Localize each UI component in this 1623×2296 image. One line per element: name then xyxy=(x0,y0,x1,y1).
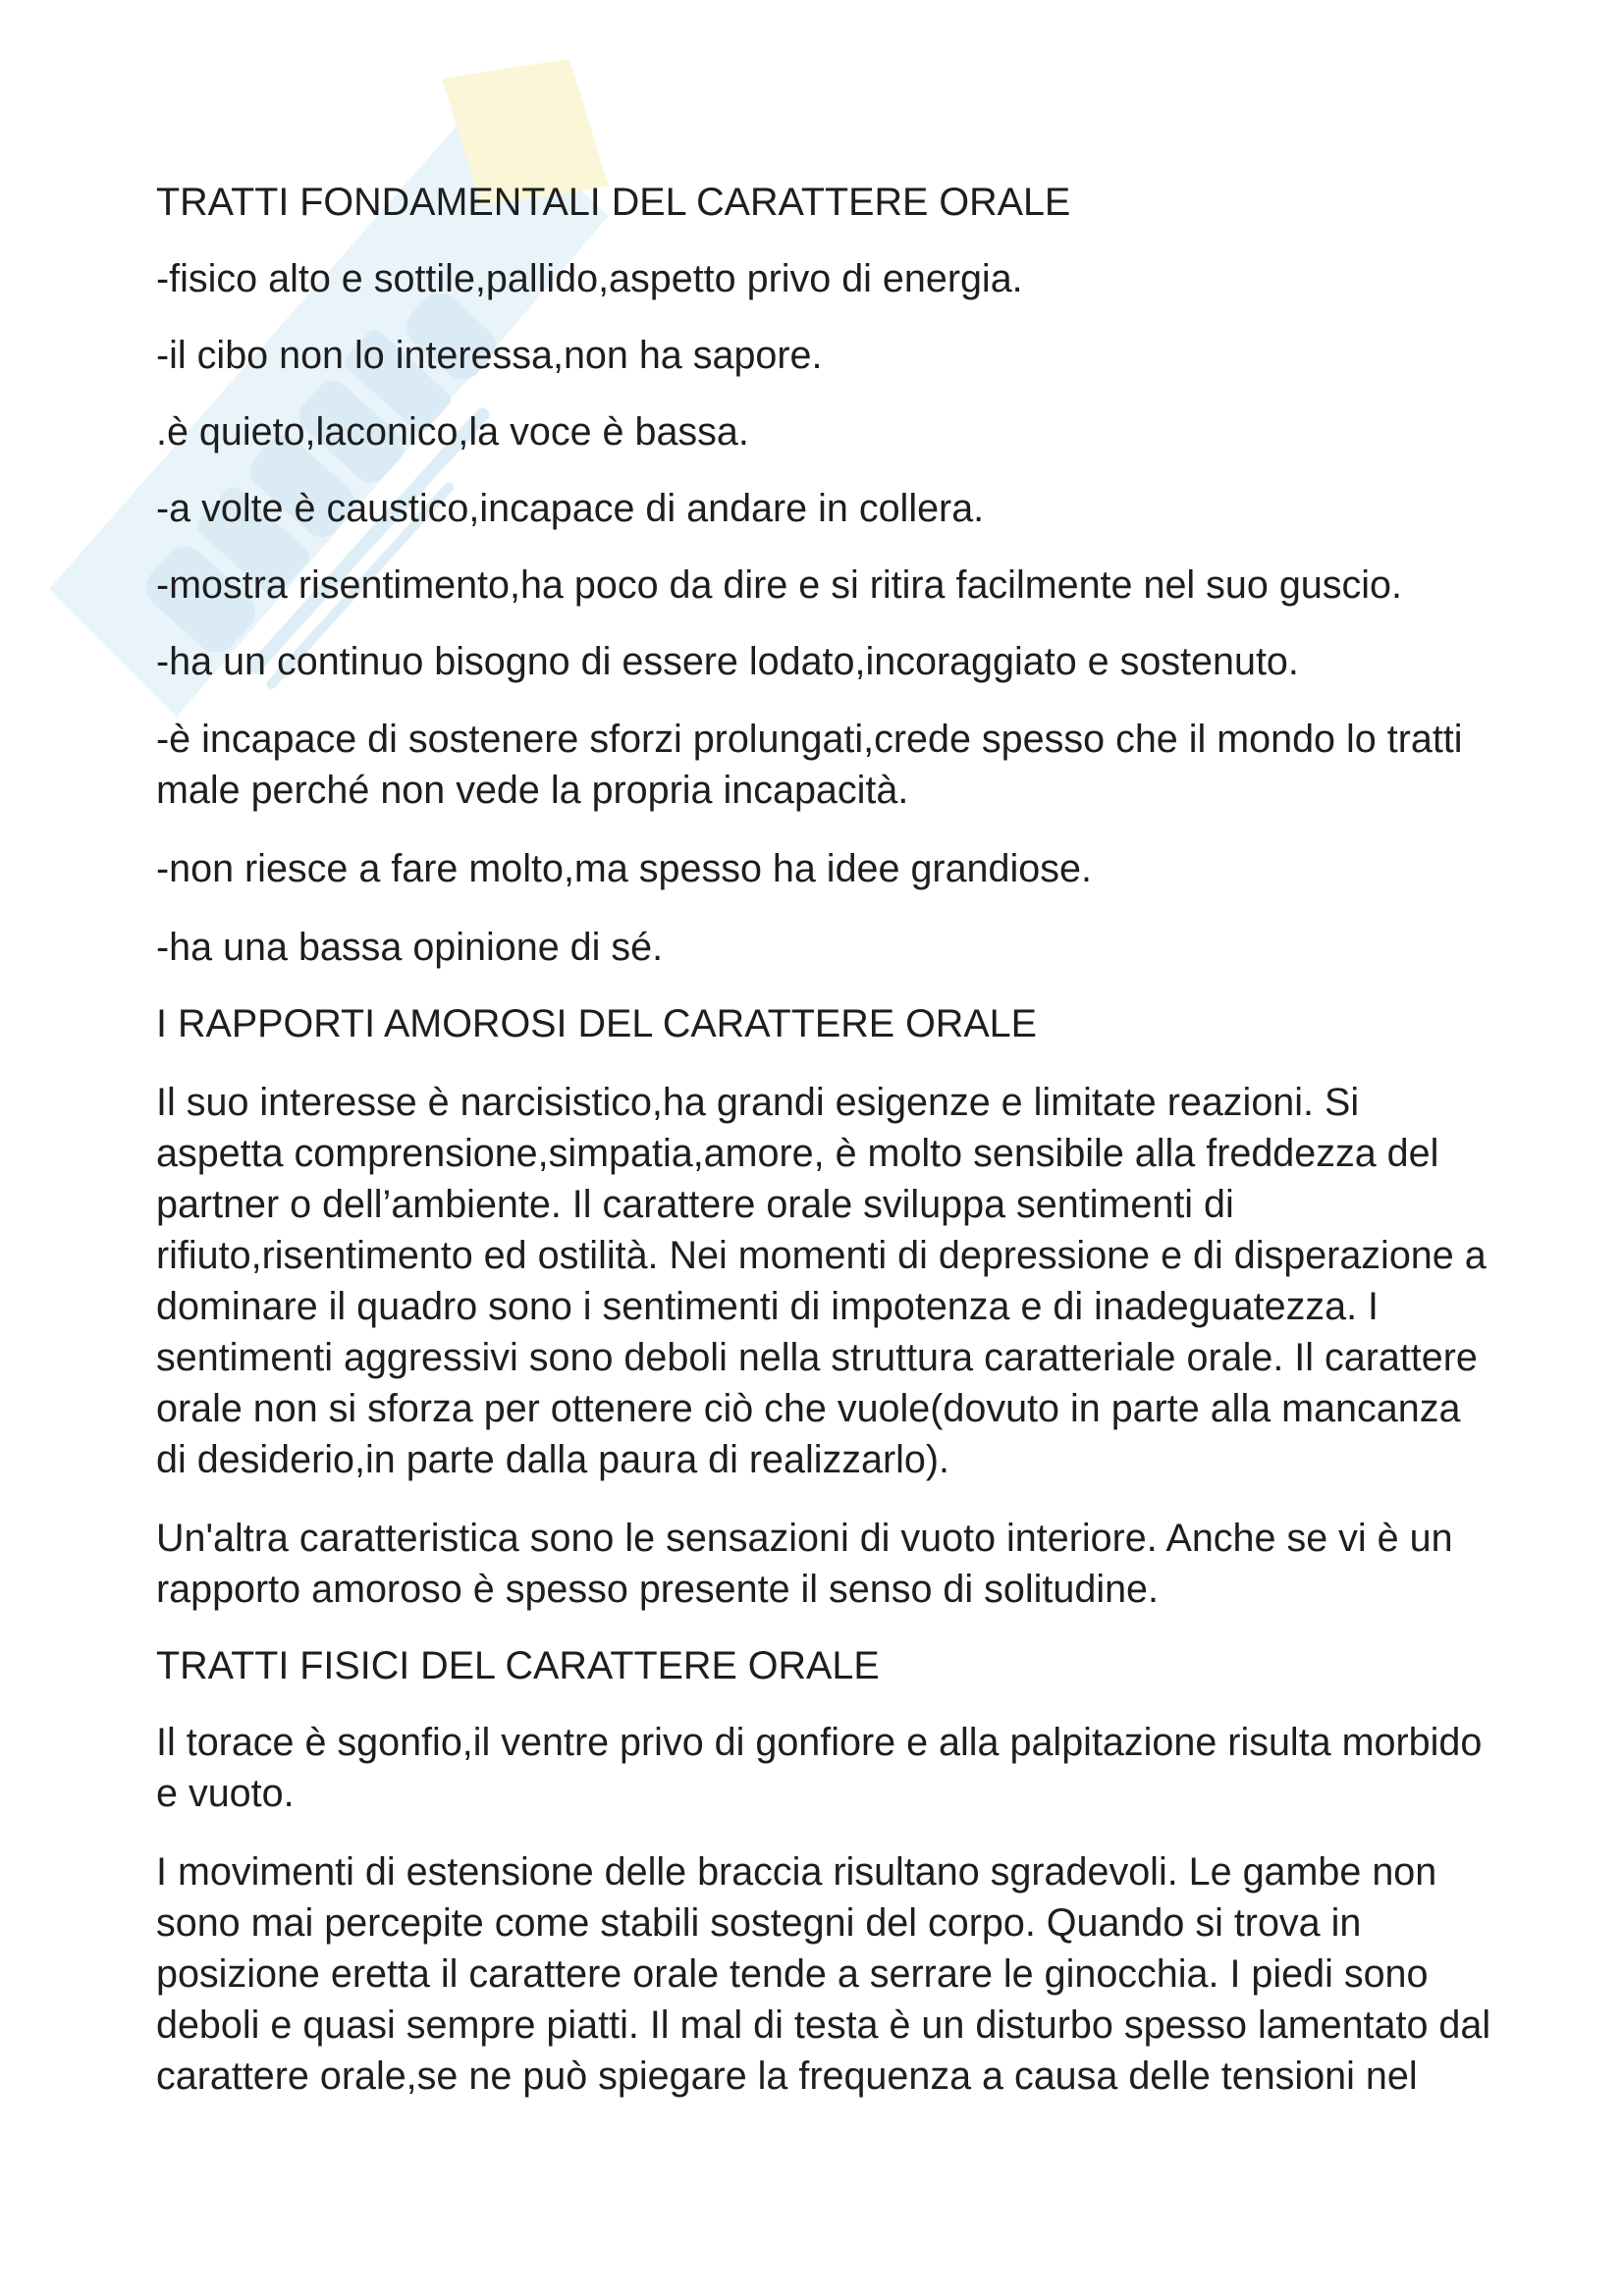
text-line: orale non si sforza per ottenere ciò che vuole(dovuto in parte alla mancanza xyxy=(156,1387,1461,1430)
text-line: partner o dell’ambiente. Il carattere orale sviluppa sentimenti di xyxy=(156,1183,1234,1226)
text-line: Il suo interesse è narcisistico,ha grandi esigenze e limitate reazioni. Si xyxy=(156,1081,1360,1124)
text-line: deboli e quasi sempre piatti. Il mal di testa è un disturbo spesso lamentato dal xyxy=(156,2003,1491,2047)
text-line: dominare il quadro sono i sentimenti di impotenza e di inadeguatezza. I xyxy=(156,1285,1380,1328)
watermark-logo xyxy=(20,39,648,726)
text-line: -ha un continuo bisogno di essere lodato,incoraggiato e sostenuto. xyxy=(156,640,1299,683)
text-line: aspetta comprensione,simpatia,amore, è molto sensibile alla freddezza del xyxy=(156,1132,1439,1175)
text-line: sentimenti aggressivi sono deboli nella struttura caratteriale orale. Il carattere xyxy=(156,1336,1478,1379)
heading-rapporti-amorosi: I RAPPORTI AMOROSI DEL CARATTERE ORALE xyxy=(156,1002,1037,1045)
text-line: -fisico alto e sottile,pallido,aspetto privo di energia. xyxy=(156,257,1023,300)
text-line: rapporto amoroso è spesso presente il senso di solitudine. xyxy=(156,1568,1160,1611)
text-line: -mostra risentimento,ha poco da dire e si ritira facilmente nel suo guscio. xyxy=(156,563,1402,607)
text-line: Il torace è sgonfio,il ventre privo di gonfiore e alla palpitazione risulta morbido xyxy=(156,1721,1483,1764)
text-line: sono mai percepite come stabili sostegni del corpo. Quando si trova in xyxy=(156,1901,1362,1945)
text-line: Un'altra caratteristica sono le sensazioni di vuoto interiore. Anche se vi è un xyxy=(156,1517,1453,1560)
text-line: -a volte è caustico,incapace di andare in collera. xyxy=(156,487,985,530)
text-line: -ha una bassa opinione di sé. xyxy=(156,926,664,969)
text-line: carattere orale,se ne può spiegare la frequenza a causa delle tensioni nel xyxy=(156,2055,1418,2098)
text-line: e vuoto. xyxy=(156,1772,295,1815)
text-line: di desiderio,in parte dalla paura di realizzarlo). xyxy=(156,1438,949,1481)
text-line: posizione eretta il carattere orale tende a serrare le ginocchia. I piedi sono xyxy=(156,1952,1429,1996)
text-line: .è quieto,laconico,la voce è bassa. xyxy=(156,410,749,454)
heading-tratti-fisici: TRATTI FISICI DEL CARATTERE ORALE xyxy=(156,1644,880,1687)
text-line: rifiuto,risentimento ed ostilità. Nei momenti di depressione e di disperazione a xyxy=(156,1234,1487,1277)
heading-tratti-fondamentali: TRATTI FONDAMENTALI DEL CARATTERE ORALE xyxy=(156,181,1071,224)
text-line: -non riesce a fare molto,ma spesso ha idee grandiose. xyxy=(156,847,1092,890)
text-line: I movimenti di estensione delle braccia risultano sgradevoli. Le gambe non xyxy=(156,1850,1437,1894)
text-line: -è incapace di sostenere sforzi prolungati,crede spesso che il mondo lo tratti xyxy=(156,718,1463,761)
text-line: male perché non vede la propria incapacità. xyxy=(156,769,909,812)
text-line: -il cibo non lo interessa,non ha sapore. xyxy=(156,334,823,377)
